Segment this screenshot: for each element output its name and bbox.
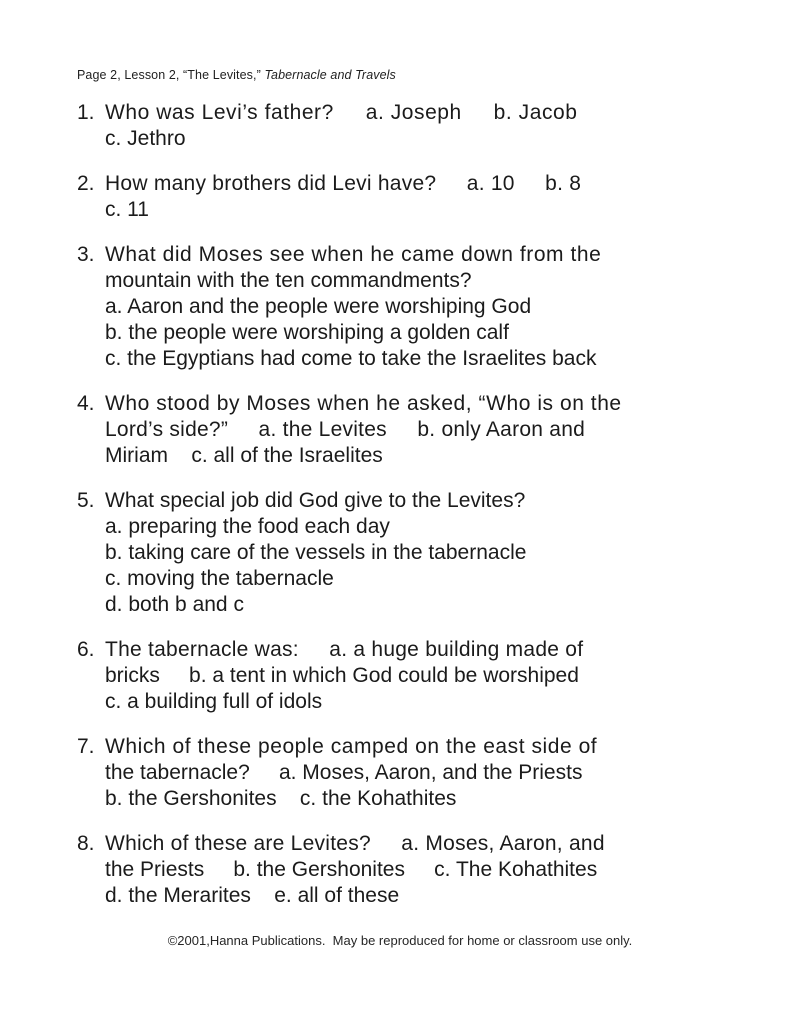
question-line: Lord’s side?” a. the Levites b. only Aaron and bbox=[105, 418, 586, 441]
question-line: c. 11 bbox=[105, 198, 149, 221]
question-line: c. moving the tabernacle bbox=[105, 567, 334, 590]
question-line: How many brothers did Levi have? a. 10 b. 8 bbox=[105, 172, 582, 195]
question-line: d. both b and c bbox=[105, 593, 244, 616]
question-body bbox=[105, 391, 727, 469]
question-line: the Priests b. the Gershonites c. The Kohathites bbox=[105, 858, 598, 881]
copyright-footer: ©2001,Hanna Publications. May be reproduced for home or classroom use only. bbox=[167, 933, 633, 948]
question-line: What special job did God give to the Levites? bbox=[105, 489, 526, 512]
question-item bbox=[77, 488, 727, 618]
question-line: c. Jethro bbox=[105, 127, 186, 150]
question-line: bricks b. a tent in which God could be worshiped bbox=[105, 664, 579, 687]
question-number: 2. bbox=[77, 172, 95, 195]
question-number: 8. bbox=[77, 832, 95, 855]
question-number: 7. bbox=[77, 735, 95, 758]
question-list bbox=[77, 100, 727, 909]
question-line: a. preparing the food each day bbox=[105, 515, 390, 538]
question-body bbox=[105, 488, 727, 618]
question-line: Which of these people camped on the east side of bbox=[105, 735, 598, 758]
question-item bbox=[77, 391, 727, 469]
header-italic-title: Tabernacle and Travels bbox=[264, 68, 396, 82]
question-line: c. a building full of idols bbox=[105, 690, 323, 713]
question-item bbox=[77, 242, 727, 372]
question-line: b. the people were worshiping a golden calf bbox=[105, 321, 509, 344]
question-line: Who was Levi’s father? a. Joseph b. Jacob bbox=[105, 101, 578, 124]
question-number: 3. bbox=[77, 243, 95, 266]
question-number: 5. bbox=[77, 489, 95, 512]
question-body bbox=[105, 734, 727, 812]
question-item bbox=[77, 831, 727, 909]
question-item bbox=[77, 100, 727, 152]
question-body bbox=[105, 637, 727, 715]
question-line: d. the Merarites e. all of these bbox=[105, 884, 400, 907]
question-line: mountain with the ten commandments? bbox=[105, 269, 472, 292]
question-line: a. Aaron and the people were worshiping God bbox=[105, 295, 532, 318]
question-line: Which of these are Levites? a. Moses, Aaron, and bbox=[105, 832, 605, 855]
question-line: c. the Egyptians had come to take the Israelites back bbox=[105, 347, 597, 370]
question-number: 1. bbox=[77, 101, 95, 124]
question-line: the tabernacle? a. Moses, Aaron, and the Priests bbox=[105, 761, 583, 784]
question-body bbox=[105, 831, 727, 909]
question-number: 4. bbox=[77, 392, 95, 415]
question-number: 6. bbox=[77, 638, 95, 661]
question-line: What did Moses see when he came down from the bbox=[105, 243, 602, 266]
question-body bbox=[105, 171, 727, 223]
question-line: The tabernacle was: a. a huge building made of bbox=[105, 638, 584, 661]
page-header bbox=[77, 68, 396, 82]
question-item bbox=[77, 637, 727, 715]
question-item bbox=[77, 171, 727, 223]
question-line: b. taking care of the vessels in the tabernacle bbox=[105, 541, 527, 564]
question-body bbox=[105, 100, 727, 152]
question-line: b. the Gershonites c. the Kohathites bbox=[105, 787, 457, 810]
question-line: Miriam c. all of the Israelites bbox=[105, 444, 383, 467]
question-item bbox=[77, 734, 727, 812]
question-line: Who stood by Moses when he asked, “Who is on the bbox=[105, 392, 622, 415]
header-plain-text: Page 2, Lesson 2, “The Levites,” bbox=[77, 68, 265, 82]
question-body bbox=[105, 242, 727, 372]
